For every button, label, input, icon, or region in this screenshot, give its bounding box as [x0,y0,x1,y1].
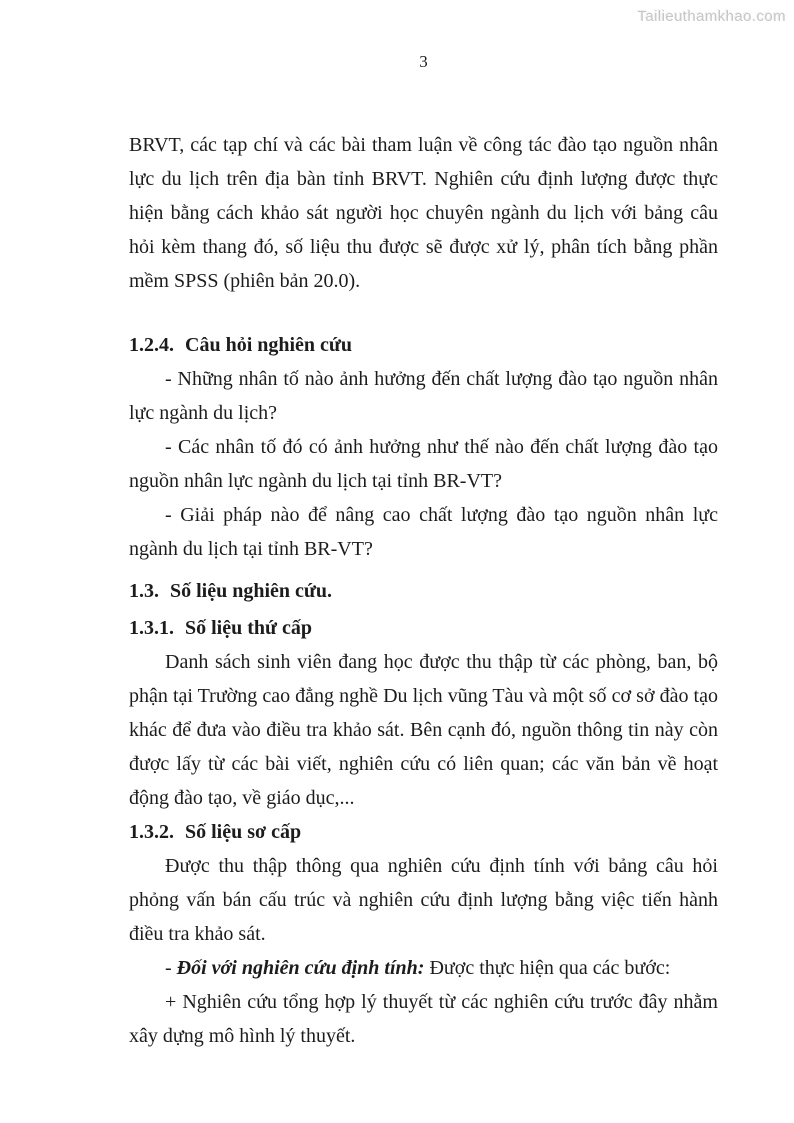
watermark-text: Tailieuthamkhao.com [637,8,786,25]
heading-title: Câu hỏi nghiên cứu [185,334,353,356]
section-heading-1-3 [129,574,718,608]
heading-number: 1.2.4. [129,334,174,356]
heading-number: 1.3. [129,580,159,602]
paragraph-research-method: BRVT, các tạp chí và các bài tham luận về công tác đào tạo nguồn nhân lực du lịch trên địa bàn tỉnh BRVT. Nghiên cứu định lượng được thực hiện bằng cách khảo sát người học chuyên ngành du lịch với bảng câu hỏi kèm thang đó, số liệu thu được sẽ được xử lý, phân tích bằng phần mềm SPSS (phiên bản 20.0). [129,134,718,292]
section-heading-1-3-1 [129,611,718,645]
dash-marker: - [165,957,177,979]
paragraph-question-3: - Giải pháp nào để nâng cao chất lượng đào tạo nguồn nhân lực ngành du lịch tại tỉnh BR-VT? [129,504,718,560]
section-heading-1-3-2 [129,815,718,849]
heading-number: 1.3.1. [129,617,174,639]
paragraph-qualitative-lead [129,951,718,985]
text-column [129,50,718,1053]
heading-title: Số liệu thứ cấp [185,617,313,639]
paragraph-theory-synthesis: + Nghiên cứu tổng hợp lý thuyết từ các nghiên cứu trước đây nhằm xây dựng mô hình lý thuyết. [129,991,718,1047]
paragraph-secondary-data: Danh sách sinh viên đang học được thu thập từ các phòng, ban, bộ phận tại Trường cao đẳng nghề Du lịch vũng Tàu và một số cơ sở đào tạo khác để đưa vào điều tra khảo sát. Bên cạnh đó, nguồn thông tin này còn được lấy từ các bài viết, nghiên cứu có liên quan; các văn bản về hoạt động đào tạo, về giáo dục,... [129,651,718,809]
paragraph-question-2: - Các nhân tố đó có ảnh hưởng như thế nào đến chất lượng đào tạo nguồn nhân lực ngành du lịch tại tỉnh BR-VT? [129,436,718,492]
section-heading-1-2-4 [129,328,718,362]
paragraph-primary-data: Được thu thập thông qua nghiên cứu định tính với bảng câu hỏi phỏng vấn bán cấu trúc và nghiên cứu định lượng bằng việc tiến hành điều tra khảo sát. [129,855,718,945]
qualitative-rest: Được thực hiện qua các bước: [424,957,671,979]
paragraph-question-1: - Những nhân tố nào ảnh hưởng đến chất lượng đào tạo nguồn nhân lực ngành du lịch? [129,368,718,424]
heading-title: Số liệu sơ cấp [185,821,302,843]
heading-title: Số liệu nghiên cứu. [170,580,333,602]
page-number: 3 [419,52,428,71]
qualitative-emphasis: Đối với nghiên cứu định tính: [176,957,425,979]
heading-number: 1.3.2. [129,821,174,843]
